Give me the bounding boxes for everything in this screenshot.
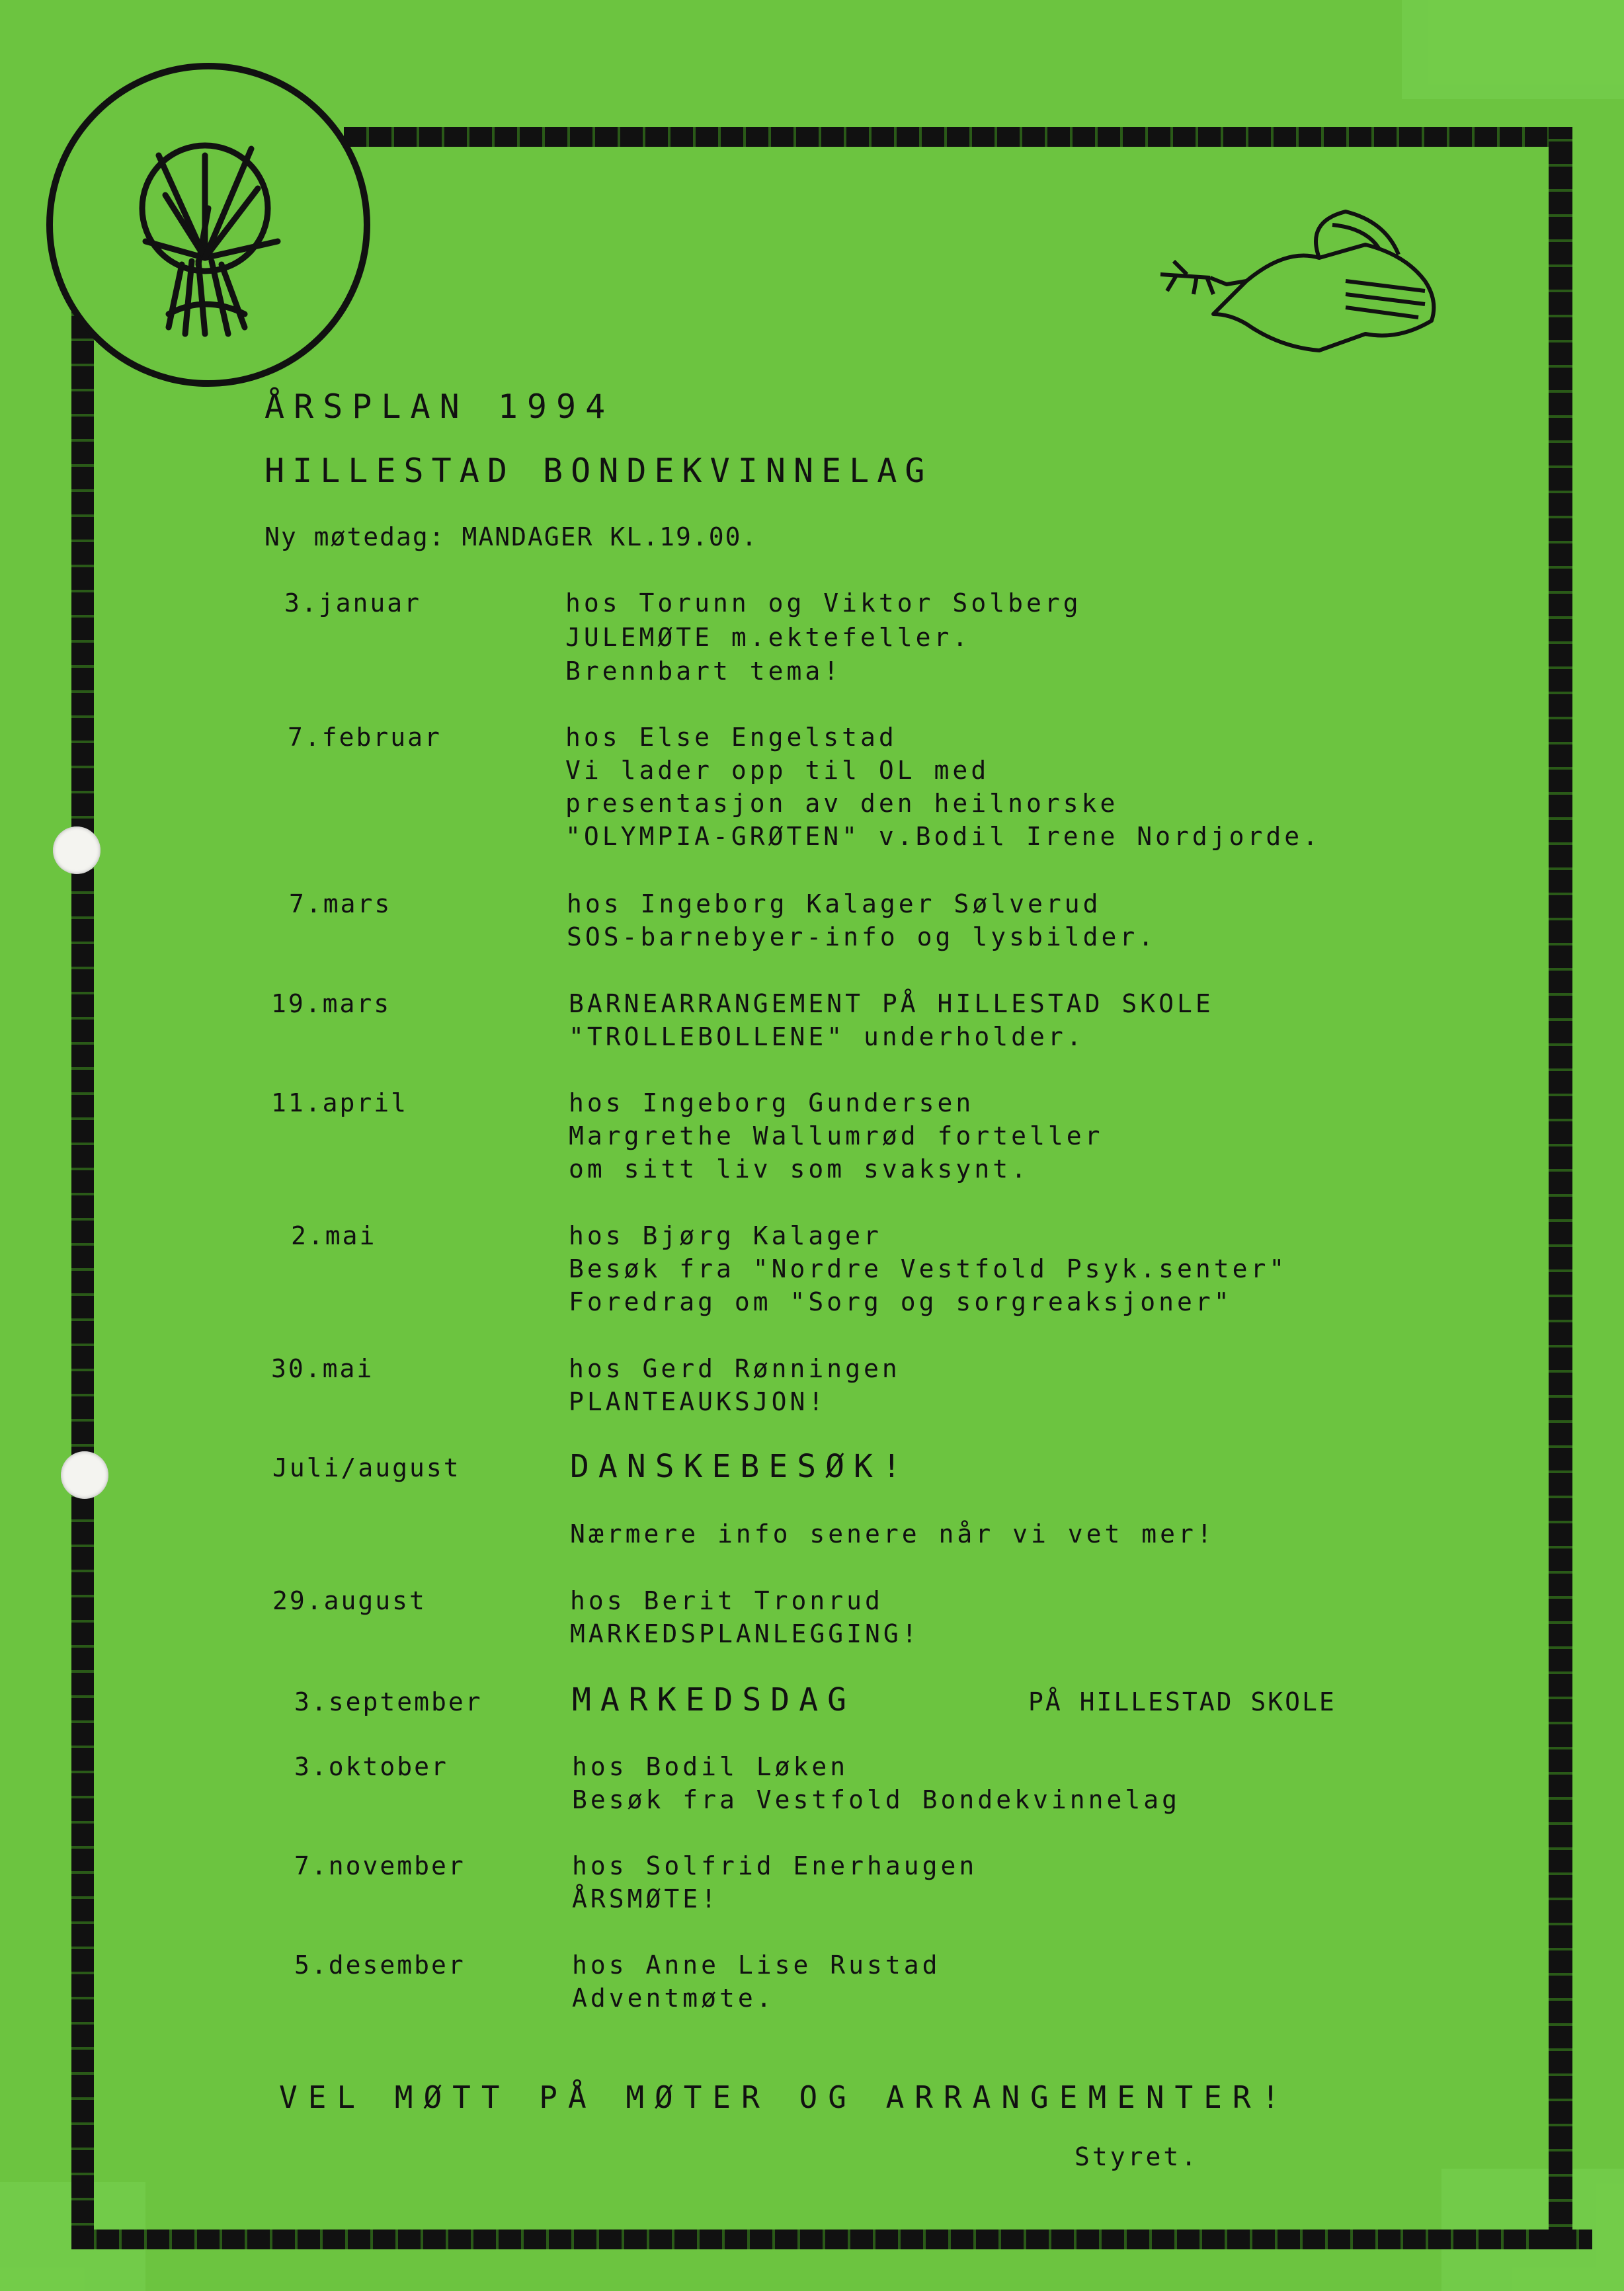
entry-line: Vi lader opp til OL med	[565, 756, 990, 785]
entry-line: Adventmøte.	[572, 1984, 775, 2013]
entry-line: Brennbart tema!	[565, 657, 842, 686]
signature: Styret.	[1075, 2142, 1199, 2171]
entry-line: hos Anne Lise Rustad	[572, 1950, 941, 1980]
entry-line: MARKEDSPLANLEGGING!	[570, 1619, 920, 1648]
entry-line: ÅRSMØTE!	[572, 1884, 720, 1913]
entry-line: hos Ingeborg Kalager Sølverud	[567, 889, 1102, 918]
entry-date: 3.september	[294, 1687, 483, 1716]
entry-line: PLANTEAUKSJON!	[569, 1387, 827, 1416]
entry-line: "TROLLEBOLLENE" underholder.	[569, 1022, 1085, 1051]
entry-line: hos Ingeborg Gundersen	[569, 1088, 975, 1117]
page-title: ÅRSPLAN 1994	[264, 387, 615, 426]
entry-date: 19.mars	[271, 989, 391, 1018]
entry-line: presentasjon av den heilnorske	[565, 789, 1119, 818]
entry-date: 30.mai	[271, 1354, 374, 1383]
entry-line: SOS-barnebyer-info og lysbilder.	[567, 922, 1157, 951]
entry-line: Margrethe Wallumrød forteller	[569, 1121, 1104, 1150]
entry-line: Nærmere info senere når vi vet mer!	[570, 1519, 1215, 1548]
entry-line: hos Torunn og Viktor Solberg	[565, 588, 1082, 618]
entry-date: 3.oktober	[294, 1752, 448, 1781]
entry-line: Foredrag om "Sorg og sorgreaksjoner"	[569, 1287, 1233, 1316]
entry-date: 7.mars	[289, 889, 392, 918]
entry-date: Juli/august	[272, 1453, 461, 1482]
entry-line: Besøk fra Vestfold Bondekvinnelag	[572, 1785, 1180, 1814]
entry-headline: DANSKEBESØK!	[570, 1448, 911, 1485]
entry-line: hos Gerd Rønningen	[569, 1354, 901, 1383]
entry-date: 7.november	[294, 1851, 466, 1880]
entry-date: 5.desember	[294, 1950, 466, 1980]
meeting-day-note: Ny møtedag: MANDAGER KL.19.00.	[264, 522, 758, 551]
entry-line: "OLYMPIA-GRØTEN" v.Bodil Irene Nordjorde.	[565, 822, 1321, 851]
entry-date: 3.januar	[284, 588, 422, 618]
entry-headline: MARKEDSDAG	[572, 1681, 856, 1718]
entry-line: hos Berit Tronrud	[570, 1586, 883, 1615]
entry-line: BARNEARRANGEMENT PÅ HILLESTAD SKOLE	[569, 989, 1214, 1018]
entry-line: Besøk fra "Nordre Vestfold Psyk.senter"	[569, 1254, 1288, 1283]
entry-date: 11.april	[271, 1088, 409, 1117]
entry-line: hos Solfrid Enerhaugen	[572, 1851, 978, 1880]
entry-date: 2.mai	[291, 1221, 377, 1250]
entry-line: hos Bjørg Kalager	[569, 1221, 882, 1250]
entry-line: hos Else Engelstad	[565, 723, 897, 752]
entry-date: 7.februar	[288, 723, 442, 752]
organization-name: HILLESTAD BONDEKVINNELAG	[264, 452, 933, 490]
entry-line: JULEMØTE m.ektefeller.	[565, 623, 971, 652]
entry-date: 29.august	[272, 1586, 426, 1615]
entry-line: om sitt liv som svaksynt.	[569, 1154, 1030, 1184]
entry-headline-suffix: PÅ HILLESTAD SKOLE	[1028, 1687, 1336, 1716]
closing-message: VEL MØTT PÅ MØTER OG ARRANGEMENTER!	[279, 2079, 1291, 2115]
entry-line: hos Bodil Løken	[572, 1752, 849, 1781]
